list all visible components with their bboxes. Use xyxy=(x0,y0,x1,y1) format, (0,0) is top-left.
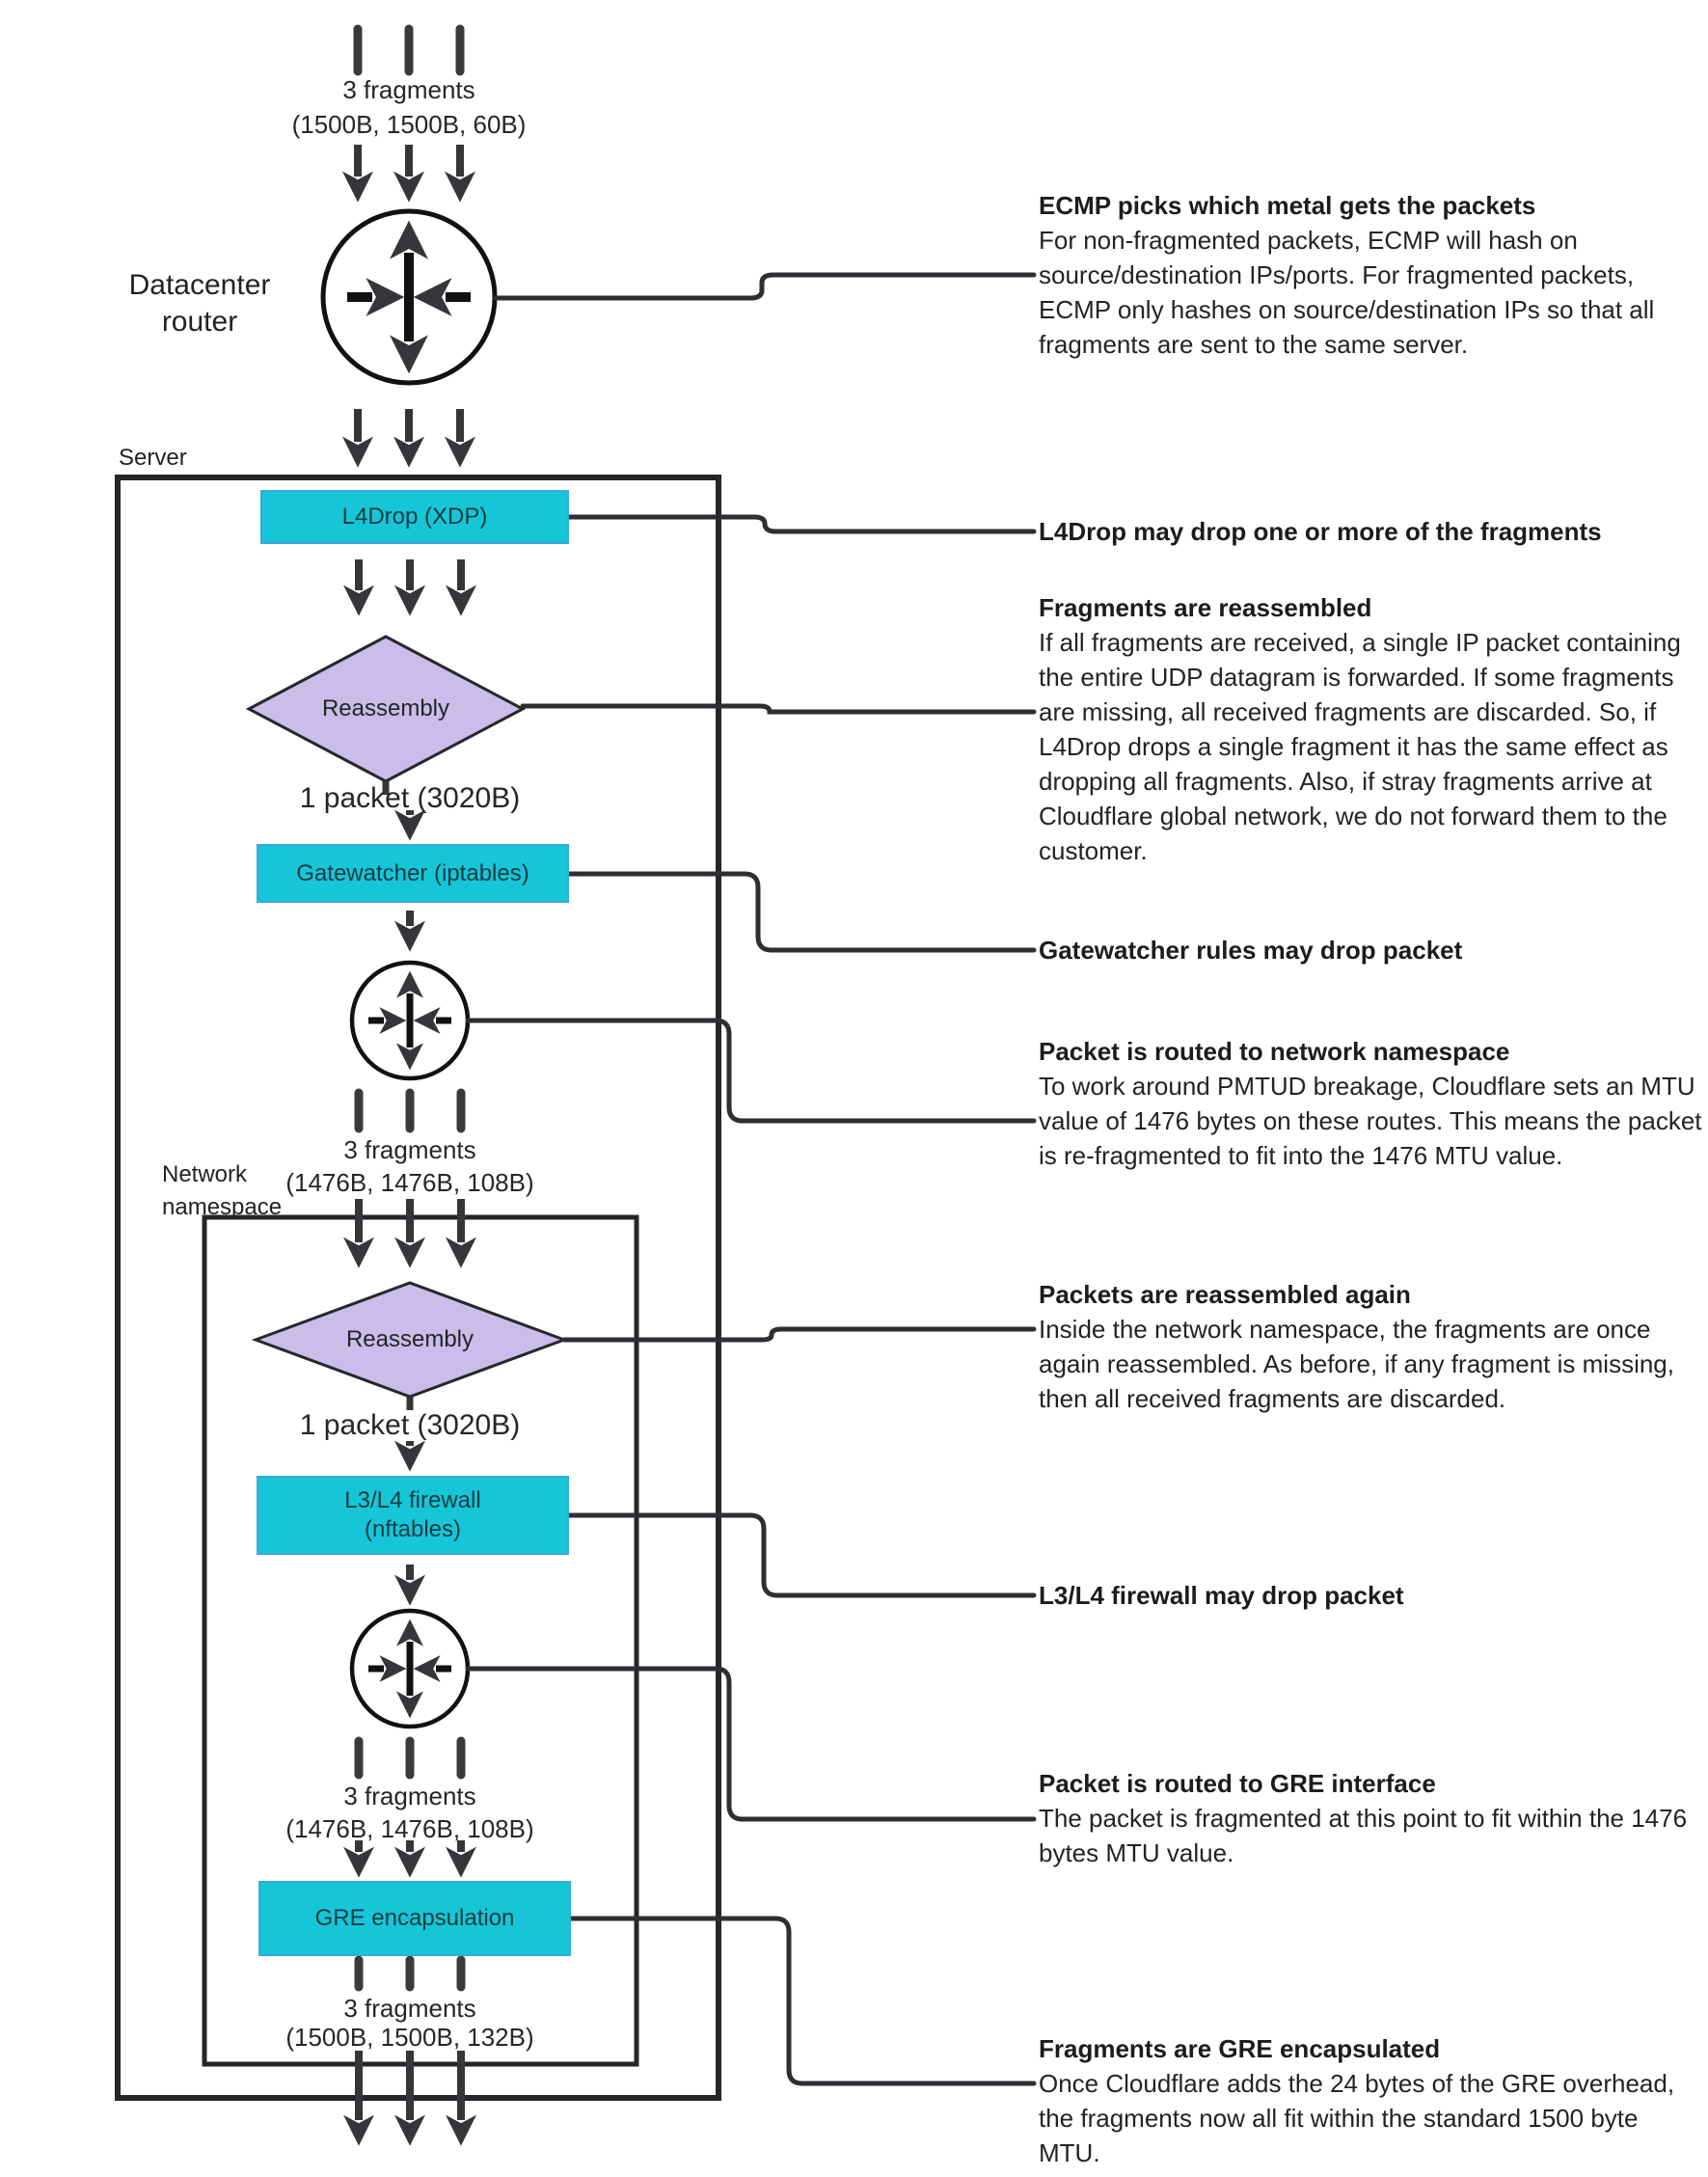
router-icon-2 xyxy=(352,963,468,1078)
mid-fragments-sizes: (1476B, 1476B, 108B) xyxy=(285,1168,534,1197)
namespace-label-line2: namespace xyxy=(162,1194,283,1220)
incoming-fragment-dashes xyxy=(358,29,460,71)
arrows-into-router xyxy=(358,145,460,177)
namespace-label-line1: Network xyxy=(162,1161,248,1187)
connector-gatewatcher-line xyxy=(569,874,1034,950)
arrows-into-server xyxy=(358,409,460,442)
gre-fragments-sizes: (1476B, 1476B, 108B) xyxy=(285,1814,534,1843)
node-gre xyxy=(258,1881,571,1956)
reassembly-2-label: Reassembly xyxy=(345,1326,474,1352)
datacenter-router-label: Datacenter router xyxy=(128,269,271,338)
annotation-l4drop-heading: L4Drop may drop one or more of the fragments xyxy=(1039,517,1602,546)
server-label: Server xyxy=(119,445,187,471)
connector-l4drop-line xyxy=(569,517,1034,531)
out-fragments-count: 3 fragments xyxy=(343,1994,476,2023)
annotation-gre-encapsulated-heading: Fragments are GRE encapsulated xyxy=(1039,2034,1441,2063)
router-icon-3 xyxy=(352,1611,468,1727)
connector-ecmp-line xyxy=(496,275,1034,298)
connector-router2-line xyxy=(468,1020,1034,1121)
mid-fragments-count: 3 fragments xyxy=(343,1135,476,1164)
arrows-into-namespace xyxy=(359,1199,461,1242)
out-fragments-sizes: (1500B, 1500B, 132B) xyxy=(285,2023,534,2052)
node-firewall-label-line2: (nftables) xyxy=(364,1516,462,1542)
annotation-namespace-route-heading: Packet is routed to network namespace xyxy=(1039,1037,1510,1066)
annotation-namespace-route xyxy=(1039,1034,1704,1173)
annotation-gre-route-body: The packet is fragmented at this point to fit within the 1476 bytes MTU value. xyxy=(1039,1804,1688,1867)
annotation-gatewatcher xyxy=(1039,933,1704,967)
annotation-reassembled-again-body: Inside the network namespace, the fragments are once again reassembled. As before, if any fragment is missing, then all received fragments are discarded. xyxy=(1039,1315,1674,1413)
annotation-reassembled-again-heading: Packets are reassembled again xyxy=(1039,1280,1411,1309)
annotation-firewall-heading: L3/L4 firewall may drop packet xyxy=(1039,1581,1404,1610)
fragment-dashes-gre xyxy=(359,1741,461,1775)
annotation-reassembled xyxy=(1039,590,1704,868)
reassembly-1-label: Reassembly xyxy=(321,695,450,721)
annotation-l4drop xyxy=(1039,514,1704,549)
annotation-ecmp-heading: ECMP picks which metal gets the packets xyxy=(1039,191,1536,220)
connector-reassembly1-line xyxy=(523,706,1034,712)
annotation-reassembled-body: If all fragments are received, a single IP packet containing the entire UDP datagram is forwarded. If some fragments are missing, all received fragments are discarded. So, if L4Drop drops a single fragment it has the same effect as dropping all fragments. Also, if stray fragments arrive at Cloudflare global network, we do not forward them to the customer. xyxy=(1039,628,1681,865)
packet-2-label: 1 packet (3020B) xyxy=(299,1409,521,1441)
node-gatewatcher-label: Gatewatcher (iptables) xyxy=(296,859,529,886)
annotation-gre-route xyxy=(1039,1766,1704,1870)
annotation-reassembled-again xyxy=(1039,1277,1704,1416)
node-firewall xyxy=(257,1476,569,1555)
node-gre-label: GRE encapsulation xyxy=(314,1905,515,1931)
annotation-namespace-route-body: To work around PMTUD breakage, Cloudflare sets an MTU value of 1476 bytes on these routes. This means the packet is re-fragmented to fit into the 1476 MTU value. xyxy=(1039,1072,1702,1170)
annotation-reassembled-heading: Fragments are reassembled xyxy=(1039,593,1372,622)
node-l4drop xyxy=(260,490,569,544)
gre-fragments-count: 3 fragments xyxy=(343,1782,476,1810)
annotation-gatewatcher-heading: Gatewatcher rules may drop packet xyxy=(1039,936,1463,965)
annotation-firewall xyxy=(1039,1578,1704,1613)
fragment-dashes-out xyxy=(359,1960,461,1987)
packet-1-label: 1 packet (3020B) xyxy=(299,782,521,814)
arrows-l4drop-to-reassembly xyxy=(359,559,461,590)
node-l4drop-label: L4Drop (XDP) xyxy=(341,503,488,530)
annotation-ecmp-body: For non-fragmented packets, ECMP will hash on source/destination IPs/ports. For fragmented packets, ECMP only hashes on source/destination IPs so that all fragments are sent to the same server. xyxy=(1039,226,1655,359)
annotation-ecmp xyxy=(1039,188,1704,362)
top-fragments-sizes: (1500B, 1500B, 60B) xyxy=(291,110,527,139)
fragment-dashes-mid xyxy=(359,1093,461,1129)
node-gatewatcher xyxy=(257,844,569,903)
top-fragments-count: 3 fragments xyxy=(342,75,475,104)
annotation-gre-encapsulated-body: Once Cloudflare adds the 24 bytes of the GRE overhead, the fragments now all fit within the standard 1500 byte MTU. xyxy=(1039,2069,1675,2167)
annotation-gre-encapsulated xyxy=(1039,2031,1704,2170)
arrows-out-of-server xyxy=(359,2051,461,2120)
annotation-gre-route-heading: Packet is routed to GRE interface xyxy=(1039,1769,1436,1798)
node-firewall-label-line1: L3/L4 firewall xyxy=(344,1487,481,1513)
datacenter-router-icon xyxy=(323,211,495,383)
